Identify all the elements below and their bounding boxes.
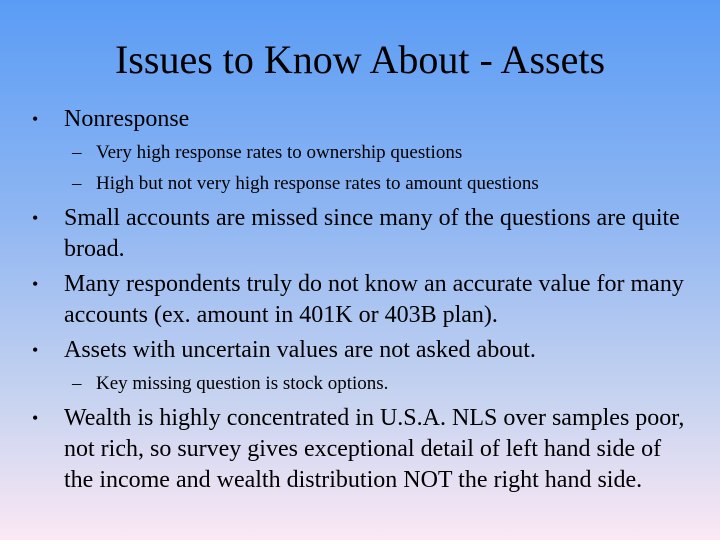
bullet-icon: •	[32, 340, 39, 360]
sub-bullet-item	[0, 368, 720, 399]
bullet-item	[0, 335, 720, 366]
dash-icon: –	[72, 142, 82, 163]
bullet-icon: •	[32, 109, 39, 129]
sub-bullet-text: High but not very high response rates to amount questions	[96, 173, 539, 194]
bullet-text: Small accounts are missed since many of the questions are quite broad.	[64, 205, 680, 262]
dash-icon: –	[72, 173, 82, 194]
dash-icon: –	[72, 373, 82, 394]
sub-bullet-item	[0, 168, 720, 199]
slide-body	[0, 104, 720, 496]
bullet-icon: •	[32, 274, 39, 294]
slide-title: Issues to Know About - Assets	[114, 37, 606, 82]
bullet-text: Nonresponse	[64, 106, 190, 132]
bullet-item	[0, 269, 720, 331]
bullet-text: Assets with uncertain values are not asked about.	[64, 337, 536, 363]
bullet-item	[0, 203, 720, 265]
bullet-item	[0, 104, 720, 135]
sub-bullet-text: Very high response rates to ownership questions	[96, 142, 463, 163]
bullet-item	[0, 403, 720, 496]
bullet-icon: •	[32, 208, 39, 228]
bullet-icon: •	[32, 408, 39, 428]
bullet-text: Many respondents truly do not know an accurate value for many accounts (ex. amount in 401K or 403B plan).	[64, 271, 684, 328]
bullet-text: Wealth is highly concentrated in U.S.A. NLS over samples poor, not rich, so survey gives exceptional detail of left hand side of the income and wealth distribution NOT the right hand side.	[64, 405, 685, 493]
sub-bullet-item	[0, 137, 720, 168]
sub-bullet-text: Key missing question is stock options.	[96, 373, 389, 394]
